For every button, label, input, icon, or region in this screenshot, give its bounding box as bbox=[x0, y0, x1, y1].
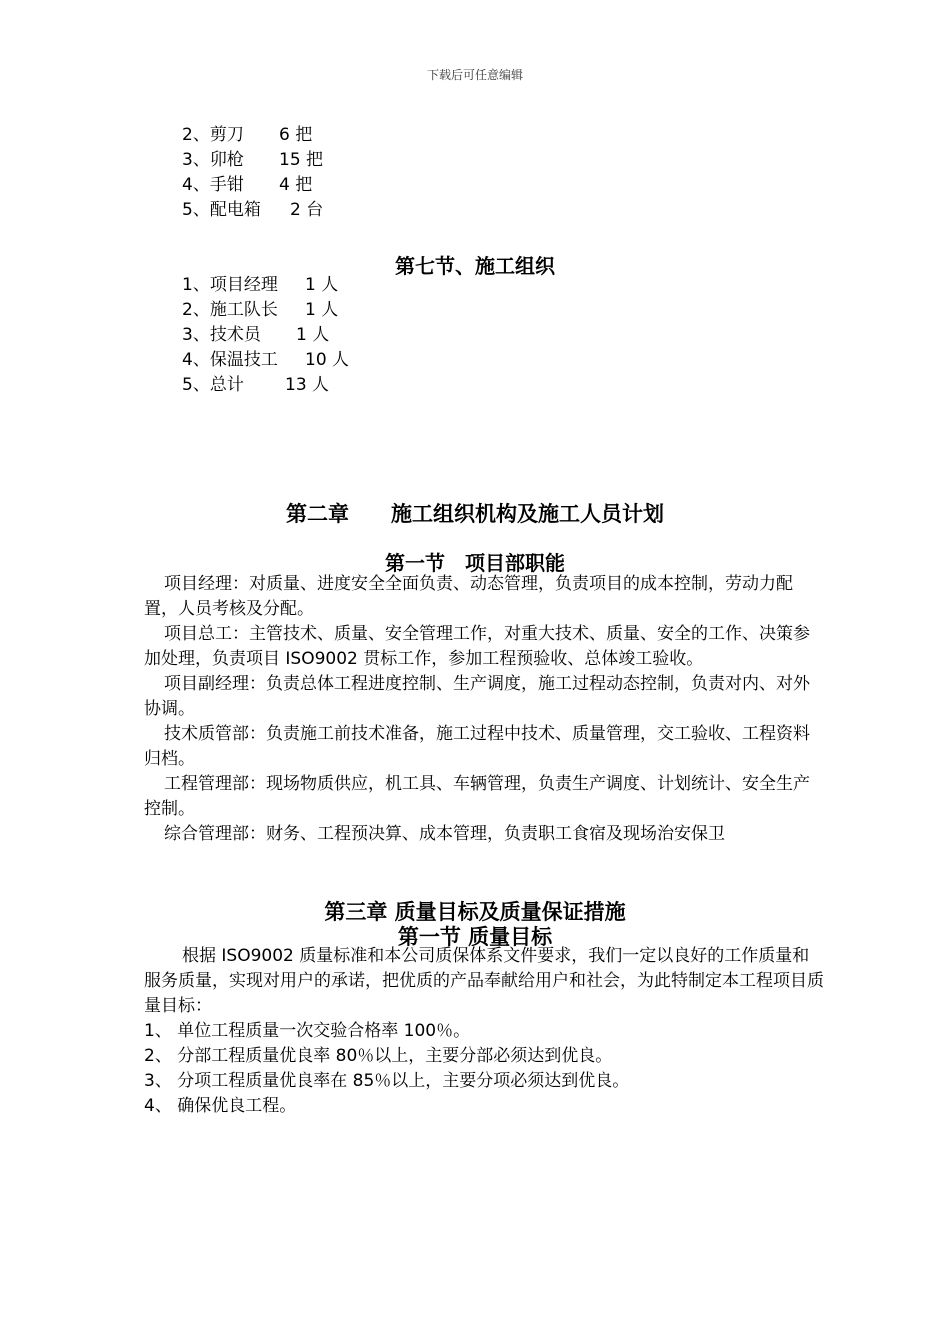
item-qty: 6 把 bbox=[279, 125, 313, 145]
list-item bbox=[182, 323, 349, 348]
duty-paragraph: 项目经理：对质量、进度安全全面负责、动态管理，负责项目的成本控制，劳动力配置，人员考核及分配。 bbox=[144, 574, 793, 619]
intro-paragraph: 根据 ISO9002 质量标准和本公司质保体系文件要求，我们一定以良好的工作质量和服务质量，实现对用户的承诺，把优质的产品奉献给用户和社会，为此特制定本工程项目质量目标： bbox=[144, 946, 824, 1016]
header-note: 下载后可任意编辑 bbox=[426, 68, 523, 82]
quality-goals-list bbox=[144, 1019, 629, 1119]
item-name: 2、剪刀 bbox=[182, 125, 244, 145]
list-item: 4、 确保优良工程。 bbox=[144, 1096, 297, 1116]
item-name: 3、卯枪 bbox=[182, 150, 244, 170]
item-name: 4、保温技工 bbox=[182, 350, 278, 370]
section-heading: 第七节、施工组织 bbox=[395, 254, 555, 278]
tools-list bbox=[182, 123, 323, 223]
item-qty: 15 把 bbox=[279, 150, 324, 170]
list-item bbox=[182, 273, 349, 298]
item-qty: 1 人 bbox=[305, 275, 339, 295]
item-qty: 1 人 bbox=[305, 300, 339, 320]
list-item bbox=[182, 348, 349, 373]
item-name: 1、项目经理 bbox=[182, 275, 278, 295]
list-item bbox=[182, 123, 323, 148]
duty-paragraph: 工程管理部：现场物质供应，机工具、车辆管理，负责生产调度、计划统计、安全生产控制。 bbox=[144, 774, 810, 819]
list-item bbox=[182, 148, 323, 173]
list-item: 2、 分部工程质量优良率 80％以上，主要分部必须达到优良。 bbox=[144, 1046, 613, 1066]
item-name: 2、施工队长 bbox=[182, 300, 278, 320]
duty-paragraph: 项目总工：主管技术、质量、安全管理工作，对重大技术、质量、安全的工作、决策参加处理，负责项目 ISO9002 贯标工作，参加工程预验收、总体竣工验收。 bbox=[144, 624, 810, 669]
duty-paragraph: 项目副经理：负责总体工程进度控制、生产调度，施工过程动态控制，负责对内、对外协调。 bbox=[144, 674, 810, 719]
duty-paragraph: 综合管理部：财务、工程预决算、成本管理，负责职工食宿及现场治安保卫 bbox=[164, 824, 725, 844]
quality-intro bbox=[144, 944, 824, 1019]
duty-paragraph: 技术质管部：负责施工前技术准备，施工过程中技术、质量管理，交工验收、工程资料归档。 bbox=[144, 724, 810, 769]
item-name: 4、手钳 bbox=[182, 175, 244, 195]
item-qty: 10 人 bbox=[305, 350, 350, 370]
staff-list bbox=[182, 273, 349, 398]
list-item: 3、 分项工程质量优良率在 85％以上，主要分项必须达到优良。 bbox=[144, 1071, 630, 1091]
duties-block bbox=[144, 572, 824, 847]
list-item bbox=[182, 373, 349, 398]
list-item bbox=[182, 198, 323, 223]
list-item bbox=[182, 298, 349, 323]
section-heading: 第一节 项目部职能 bbox=[385, 551, 565, 575]
list-item: 1、 单位工程质量一次交验合格率 100％。 bbox=[144, 1021, 471, 1041]
item-name: 5、总计 bbox=[182, 375, 244, 395]
item-qty: 13 人 bbox=[285, 375, 330, 395]
item-name: 5、配电箱 bbox=[182, 200, 261, 220]
item-qty: 4 把 bbox=[279, 175, 313, 195]
section-heading: 第一节 质量目标 bbox=[397, 925, 553, 949]
chapter-heading: 第三章 质量目标及质量保证措施 bbox=[324, 900, 626, 924]
list-item bbox=[182, 173, 323, 198]
item-qty: 2 台 bbox=[290, 200, 324, 220]
item-name: 3、技术员 bbox=[182, 325, 261, 345]
item-qty: 1 人 bbox=[296, 325, 330, 345]
chapter-heading: 第二章 施工组织机构及施工人员计划 bbox=[286, 502, 664, 526]
